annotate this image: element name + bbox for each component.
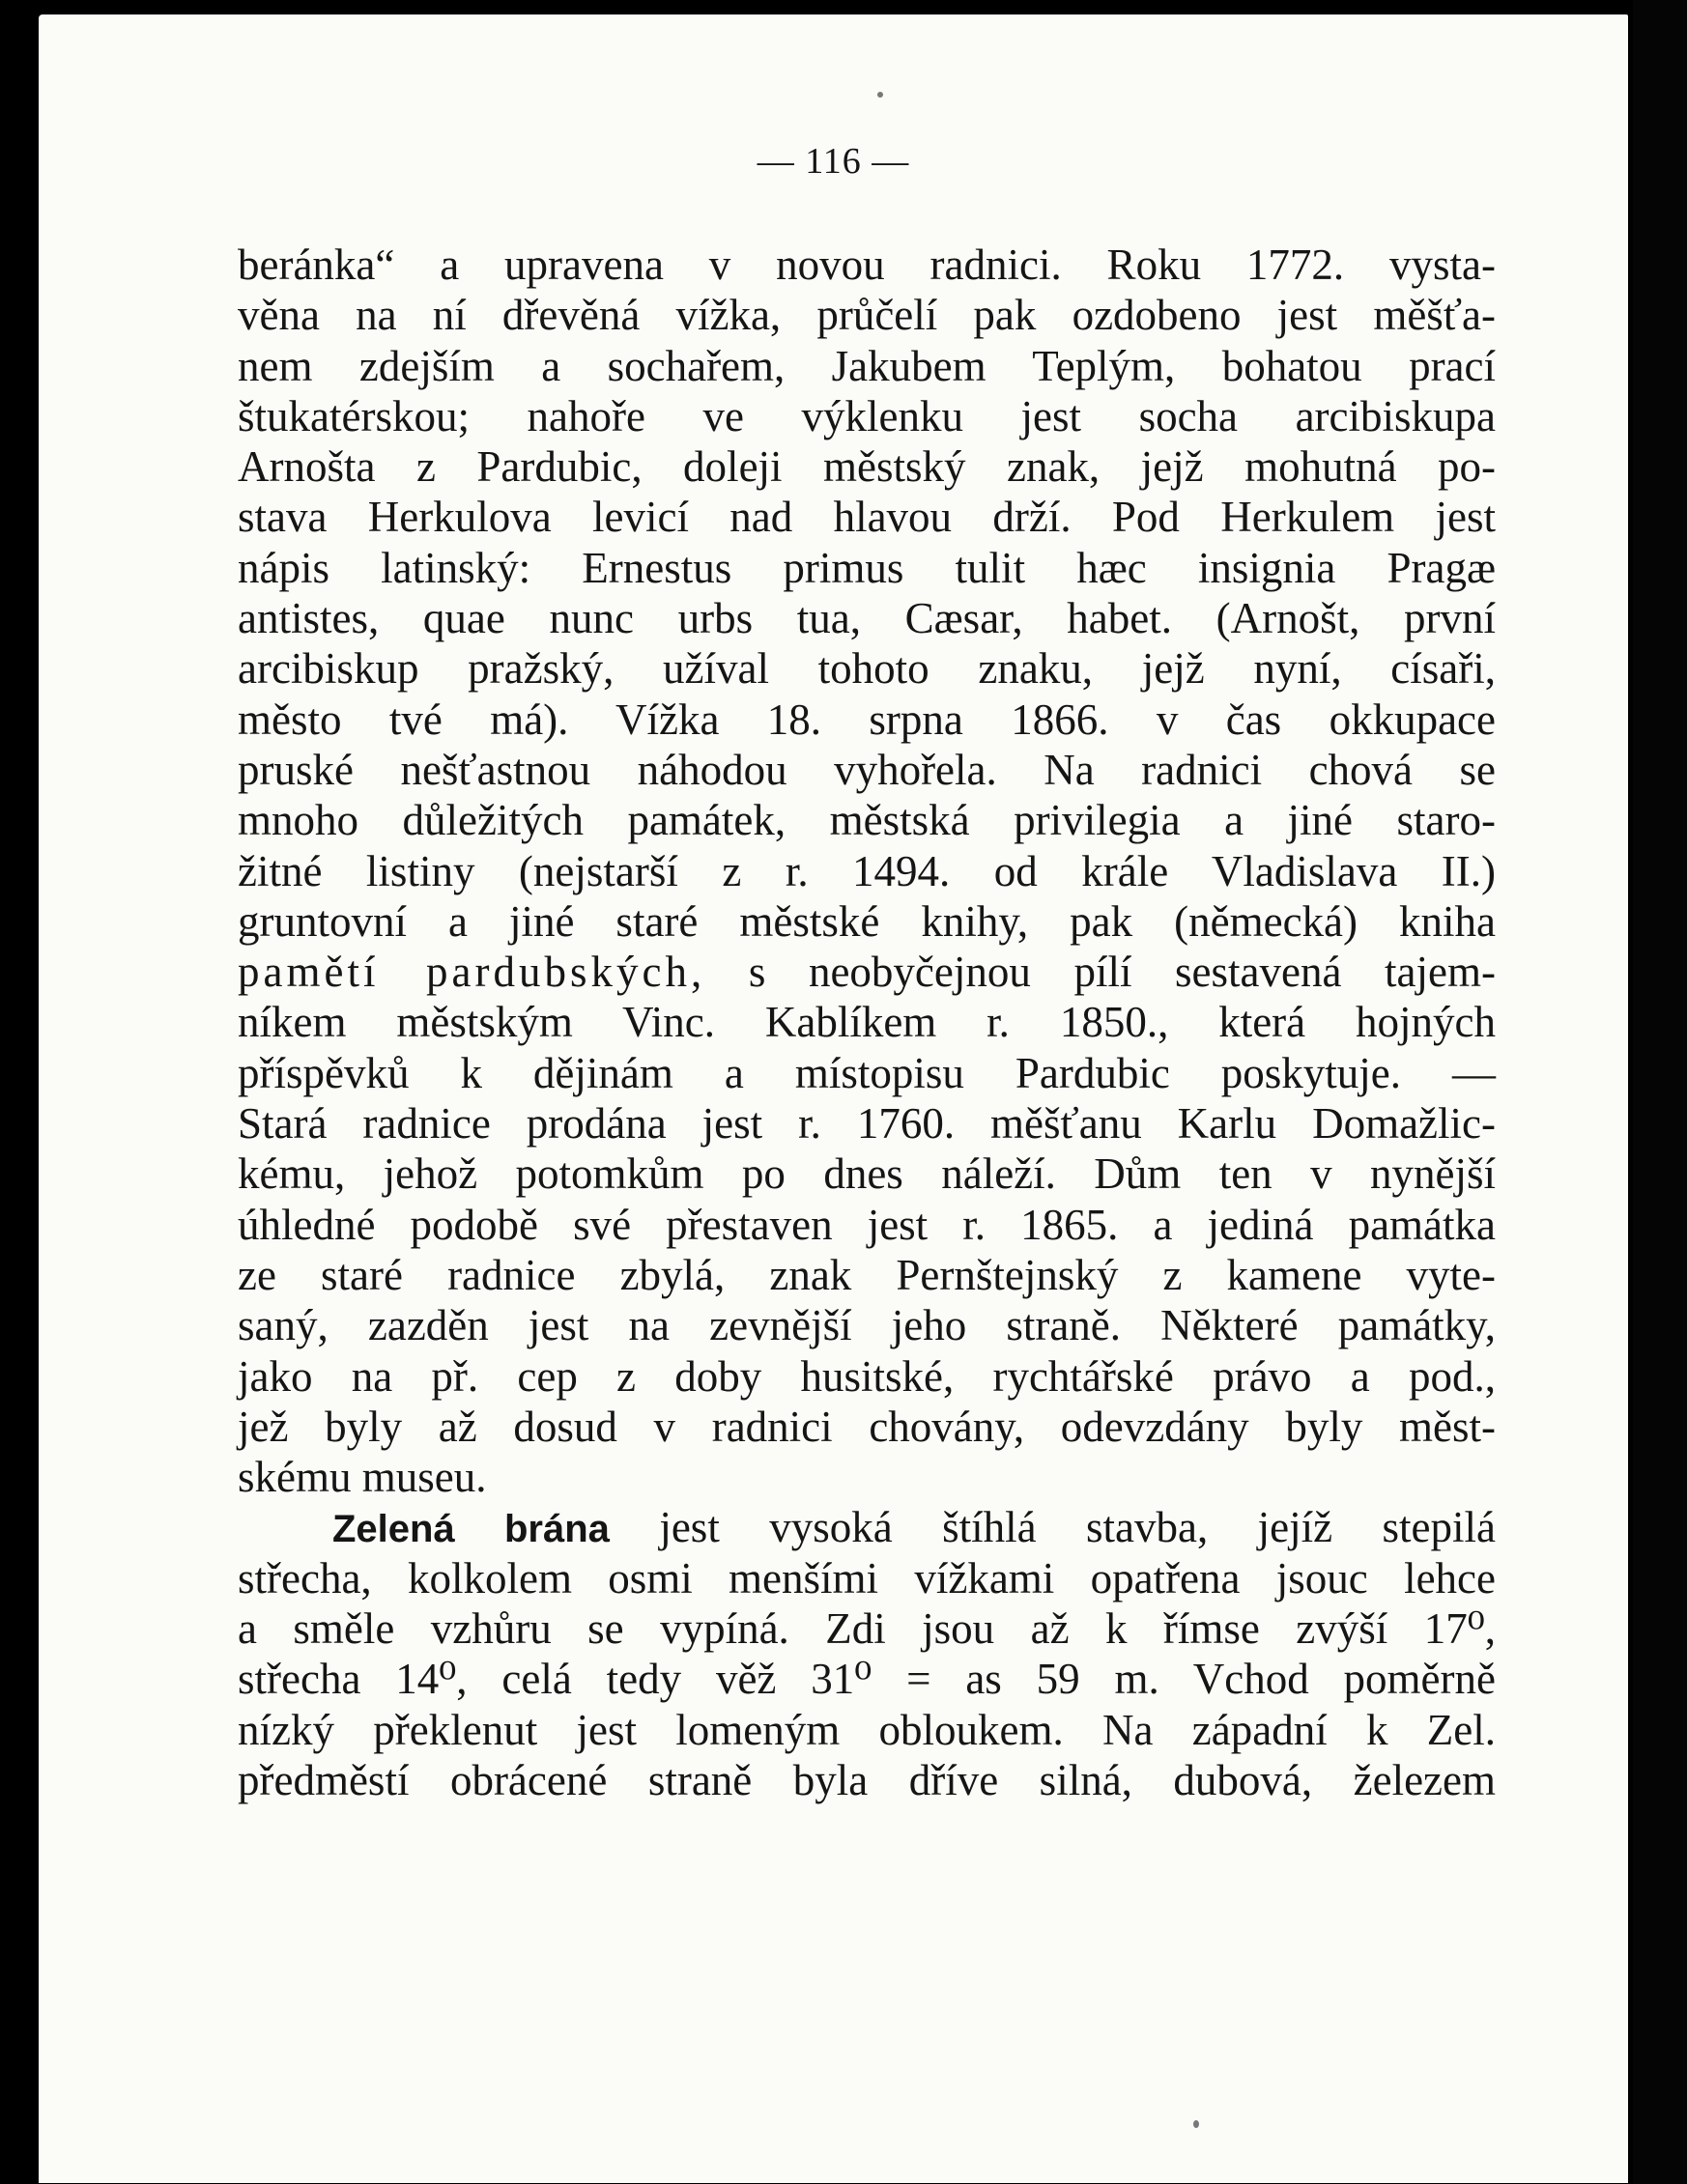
paragraph-radnice <box>238 240 1496 1502</box>
text-line: saný, zazděn jest na zevnější jeho straně. Některé památky, <box>238 1301 1496 1350</box>
text-line: kému, jehož potomkům po dnes náleží. Dům ten v nynější <box>238 1149 1496 1199</box>
text-line: štukatérskou; nahoře ve výklenku jest socha arcibiskupa <box>238 391 1496 440</box>
text-line: ze staré radnice zbylá, znak Pernštejnský z kamene vyte- <box>238 1250 1496 1299</box>
text-line: níkem městským Vinc. Kablíkem r. 1850., která hojných <box>238 998 1496 1047</box>
text-line: beránka“ a upravena v novou radnici. Roku 1772. vysta- <box>238 241 1496 289</box>
book-page <box>39 14 1628 2183</box>
text-line: Arnošta z Pardubic, doleji městský znak, jejž mohutná po- <box>238 442 1496 492</box>
text-line: město tvé má). Vížka 18. srpna 1866. v čas okkupace <box>238 695 1496 744</box>
dust-speck <box>877 92 883 98</box>
text-line: antistes, quae nunc urbs tua, Cæsar, habet. (Arnošt, první <box>238 594 1496 643</box>
text-line: nápis latinský: Ernestus primus tulit hæc insignia Pragæ <box>238 543 1496 592</box>
text-line: stava Herkulova levicí nad hlavou drží. Pod Herkulem jest <box>238 493 1496 542</box>
text-line: gruntovní a jiné staré městské knihy, pak (německá) kniha <box>238 896 1496 946</box>
text-line: nem zdejším a sochařem, Jakubem Teplým, bohatou prací <box>238 341 1496 390</box>
page-number: — 116 — <box>757 141 910 182</box>
scan-border <box>1633 0 1687 2184</box>
text-line: příspěvků k dějinám a místopisu Pardubic poskytuje. — <box>238 1048 1496 1097</box>
text-line: nízký překlenut jest lomeným obloukem. Na západní k Zel. <box>238 1705 1496 1754</box>
text-line: věna na ní dřevěná vížka, průčelí pak ozdobeno jest měšťa- <box>238 291 1496 340</box>
text-line: jako na př. cep z doby husitské, rychtářské právo a pod., <box>238 1351 1496 1401</box>
text-line: arcibiskup pražský, užíval tohoto znaku, jejž nyní, císaři, <box>238 644 1496 694</box>
text-line: Stará radnice prodána jest r. 1760. měšťanu Karlu Domažlic- <box>238 1099 1496 1149</box>
text-line: mnoho důležitých památek, městská privilegia a jiné staro- <box>238 796 1496 845</box>
section-heading: Zelená brána <box>332 1508 610 1551</box>
text-line: střecha, kolkolem osmi menšími vížkami opatřena jsouc lehce <box>238 1553 1496 1603</box>
text-line: úhledné podobě své přestaven jest r. 1865. a jediná památka <box>238 1200 1496 1249</box>
text-line: skému museu. <box>238 1453 487 1502</box>
paragraph-zelena-brana <box>238 1502 1496 1805</box>
body-text <box>238 240 1496 1805</box>
text-line <box>238 947 1496 997</box>
text-line: pruské nešťastnou náhodou vyhořela. Na radnici chová se <box>238 745 1496 794</box>
text-line: žitné listiny (nejstarší z r. 1494. od krále Vladislava II.) <box>238 846 1496 895</box>
text-line: jež byly až dosud v radnici chovány, odevzdány byly měst- <box>238 1402 1496 1451</box>
text-line: střecha 14⁰, celá tedy věž 31⁰ = as 59 m. Vchod poměrně <box>238 1655 1496 1704</box>
text-run: jest vysoká štíhlá stavba, jejíž stepilá <box>609 1503 1496 1552</box>
text-run: s neobyčejnou pílí sestavená tajem- <box>705 948 1496 997</box>
text-line: a směle vzhůru se vypíná. Zdi jsou až k římse zvýší 17⁰, <box>238 1604 1496 1654</box>
spaced-title: pamětí pardubských, <box>238 948 706 997</box>
text-line: předměstí obrácené straně byla dříve silná, dubová, železem <box>238 1755 1496 1804</box>
text-line <box>238 1502 1496 1552</box>
dust-speck <box>1193 2120 1199 2128</box>
